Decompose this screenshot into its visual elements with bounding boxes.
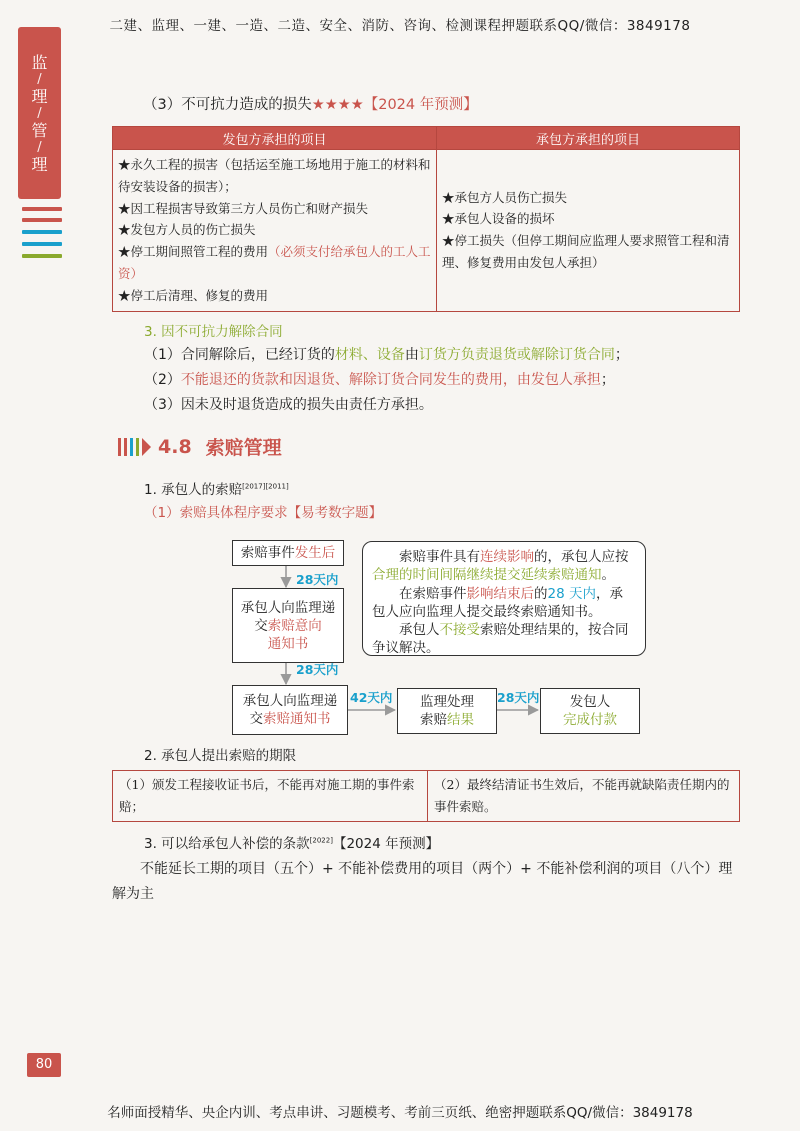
claims-heading-3 <box>144 832 439 852</box>
flow-box-text: 发包人 <box>569 694 611 710</box>
claims-heading-2: 2. 承包人提出索赔的期限 <box>144 748 297 764</box>
note-paragraph: 承包人不接受索赔处理结果的，按合同争议解决。 <box>372 622 629 657</box>
text: （1）合同解除后，已经订货的 <box>144 347 335 363</box>
note-paragraph: 索赔事件具有连续影响的，承包人应按合理的时间间隔继续提交延续索赔通知。 <box>372 549 629 584</box>
exam-year-tag: [2022] <box>309 836 333 845</box>
claims-subheading: （1）索赔具体程序要求【易考数字题】 <box>144 505 383 521</box>
text: （2） <box>144 372 181 388</box>
side-tab-separator: / <box>37 139 42 155</box>
flow-box-text: 索赔事件发生后 <box>240 545 336 561</box>
flow-box-text: 交索赔意向 <box>254 617 322 634</box>
flow-box-text: 通知书 <box>267 635 309 652</box>
claim-period-table <box>112 770 740 822</box>
owner-item-text: ★停工期间照管工程的费用 <box>118 244 269 260</box>
text: 1. 承包人的索赔 <box>144 482 243 498</box>
side-tab-separator: / <box>37 105 42 121</box>
highlight: 订货方负责退货或解除订货合同 <box>418 347 615 363</box>
compensation-paragraph: 不能延长工期的项目（五个）+ 不能补偿费用的项目（两个）+ 不能补偿利润的项目（八个）理解为主 <box>112 861 733 902</box>
flow-box-text: 承包人向监理递 <box>240 599 336 616</box>
owner-item: ★因工程损害导致第三方人员伤亡和财产损失 <box>118 200 369 216</box>
side-tab-char: 管 <box>31 120 48 140</box>
highlight: 材料、设备 <box>334 347 405 363</box>
contractor-item: ★停工损失（但停工期间应监理人要求照管工程和清理、修复费用由发包人承担） <box>442 233 730 271</box>
owner-item: ★永久工程的损害（包括运至施工场地用于施工的材料和待安装设备的损害）； <box>118 157 431 194</box>
flow-label-28-days: 28天内 <box>296 662 339 677</box>
flow-box-owner-payment <box>540 688 640 734</box>
owner-item: ★停工后清理、修复的费用 <box>118 287 269 303</box>
text: 由 <box>404 347 419 363</box>
termination-line-3: （3）因未及时退货造成的损失由责任方承担。 <box>144 397 433 413</box>
claim-period-left: （1）颁发工程接收证书后，不能再对施工期的事件索赔； <box>113 771 428 822</box>
flow-box-text: 交索赔通知书 <box>249 711 331 727</box>
flow-box-text: 承包人向监理递 <box>242 693 338 709</box>
flow-box-claim-event <box>232 540 344 566</box>
text: ； <box>614 347 629 363</box>
owner-item: ★发包方人员的伤亡损失 <box>118 222 256 238</box>
contractor-items-header: 承包方承担的项目 <box>437 127 740 150</box>
termination-heading: 3. 因不可抗力解除合同 <box>144 324 283 340</box>
note-paragraph: 在索赔事件影响结束后的28 天内，承包人应向监理人提交最终索赔通知书。 <box>372 585 623 620</box>
footer-contact-note: 名师面授精华、央企内训、考点串讲、习题模考、考前三页纸、绝密押题联系QQ/微信：3849178 <box>107 1105 693 1121</box>
section-number: 4.8 <box>158 435 192 458</box>
header-contact-note: 二建、监理、一建、一造、二造、安全、消防、咨询、检测课程押题联系QQ/微信：3849178 <box>109 18 691 34</box>
claims-note-box <box>362 541 646 656</box>
side-tab-char: 监 <box>31 52 48 72</box>
side-tab-char: 理 <box>31 154 48 174</box>
claim-period-right: （2）最终结清证书生效后，不能再就缺陷责任期内的事件索赔。 <box>428 771 740 822</box>
flow-label-42-days: 42天内 <box>350 690 393 705</box>
flow-box-text: 完成付款 <box>563 712 617 728</box>
flow-box-claim-intent <box>232 588 344 663</box>
side-tab-separator: / <box>37 71 42 87</box>
importance-stars: ★★★★ <box>311 97 364 113</box>
owner-item-note: （必须支付给承包人的工人工资） <box>118 244 431 281</box>
flow-box-text: 监理处理 <box>420 694 474 710</box>
exam-year-tag: [2017][2011] <box>242 482 289 491</box>
flow-label-28-days: 28天内 <box>296 572 339 587</box>
contractor-item: ★承包方人员伤亡损失 <box>442 189 568 205</box>
flow-box-claim-notice <box>232 685 348 735</box>
page-number: 80 <box>27 1053 61 1077</box>
flow-box-supervisor-result <box>397 688 497 734</box>
side-tab-char: 理 <box>31 86 48 106</box>
owner-items-header: 发包方承担的项目 <box>113 127 437 150</box>
section-title: 索赔管理 <box>205 437 282 459</box>
text: 3. 可以给承包人补偿的条款 <box>144 836 310 852</box>
forecast-tag: 【2024 年预测】 <box>363 97 478 113</box>
heading-text: （3）不可抗力造成的损失 <box>143 97 312 113</box>
text: ； <box>600 372 615 388</box>
flow-label-28-days: 28天内 <box>497 690 540 705</box>
contractor-item: ★承包人设备的损坏 <box>442 211 555 227</box>
forecast-tag: 【2024 年预测】 <box>332 836 440 852</box>
highlight: 不能退还的货款和因退货、解除订货合同发生的费用，由发包人承担 <box>180 372 601 388</box>
flow-box-text: 索赔结果 <box>420 712 474 728</box>
